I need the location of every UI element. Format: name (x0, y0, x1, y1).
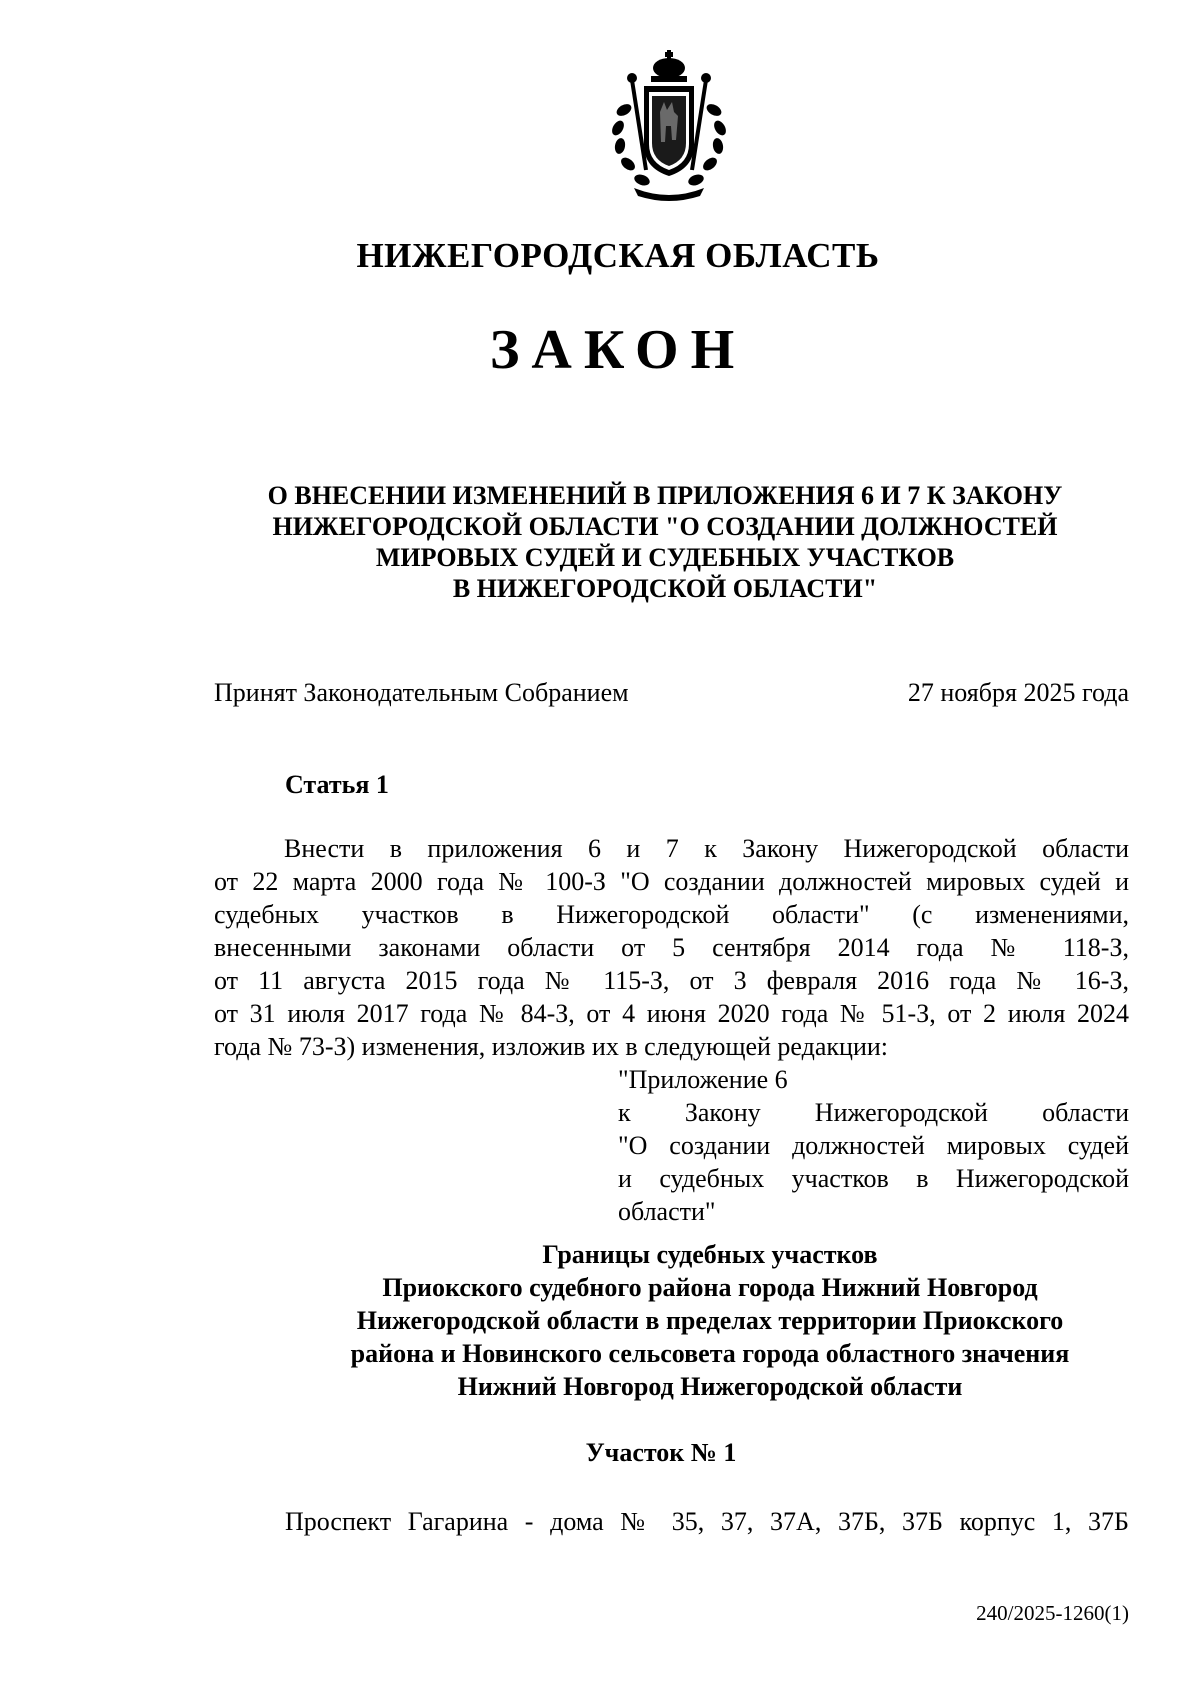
article-heading: Статья 1 (285, 770, 389, 799)
boundaries-title-line: Нижегородской области в пределах территории Приокского (356, 1306, 1064, 1335)
article-line: от 11 августа 2015 года № 115-З, от 3 февраля 2016 года № 16-З, (214, 966, 1129, 995)
adoption-label: Принят Законодательным Собранием (214, 678, 629, 707)
address-line (285, 1507, 1129, 1537)
region-title: НИЖЕГОРОДСКАЯ ОБЛАСТЬ (356, 236, 880, 275)
article-line: Внести в приложения 6 и 7 к Закону Нижегородской области (284, 834, 1129, 863)
appendix-line: области" (618, 1197, 716, 1226)
address-text: Проспект Гагарина - дома № 35, 37, 37А, 37Б, 37Б корпус 1, 37Б (285, 1507, 1129, 1536)
article-line: судебных участков в Нижегородской области" (с изменениями, (214, 900, 1129, 929)
law-title-line: МИРОВЫХ СУДЕЙ И СУДЕБНЫХ УЧАСТКОВ (375, 543, 955, 572)
appendix-line: и судебных участков в Нижегородской (618, 1164, 1129, 1193)
boundaries-title-line: Приокского судебного района города Нижний Новгород (382, 1273, 1038, 1302)
appendix-line: к Закону Нижегородской области (618, 1098, 1129, 1127)
law-title-line: О ВНЕСЕНИИ ИЗМЕНЕНИЙ В ПРИЛОЖЕНИЯ 6 И 7 К ЗАКОНУ (267, 481, 1063, 510)
article-line: года № 73-З) изменения, изложив их в следующей редакции: (214, 1032, 888, 1061)
boundaries-title-line: района и Новинского сельсовета города областного значения (350, 1339, 1070, 1368)
article-body (214, 832, 1129, 1063)
boundaries-title (280, 1238, 1140, 1403)
boundaries-title-line: Нижний Новгород Нижегородской области (457, 1372, 963, 1401)
appendix-line: "О создании должностей мировых судей (618, 1131, 1129, 1160)
boundaries-title-line: Границы судебных участков (542, 1240, 878, 1269)
law-title-line: В НИЖЕГОРОДСКОЙ ОБЛАСТИ" (452, 574, 878, 603)
document-type-title: ЗАКОН (489, 319, 747, 381)
section-heading: Участок № 1 (585, 1438, 737, 1467)
adoption-line (214, 678, 1129, 708)
law-title-line: НИЖЕГОРОДСКОЙ ОБЛАСТИ "О СОЗДАНИИ ДОЛЖНОСТЕЙ (272, 512, 1058, 541)
appendix-line: "Приложение 6 (618, 1065, 788, 1094)
article-line: от 22 марта 2000 года № 100-З "О создании должностей мировых судей и (214, 867, 1129, 896)
document-number: 240/2025-1260(1) (976, 1601, 1129, 1625)
article-line: внесенными законами области от 5 сентября 2014 года № 118-З, (214, 933, 1129, 962)
coat-of-arms-icon (594, 50, 744, 205)
adoption-date: 27 ноября 2025 года (907, 678, 1129, 707)
law-title (200, 480, 1130, 604)
article-line: от 31 июля 2017 года № 84-З, от 4 июня 2020 года № 51-З, от 2 июля 2024 (214, 999, 1129, 1028)
appendix-reference (618, 1063, 1129, 1228)
